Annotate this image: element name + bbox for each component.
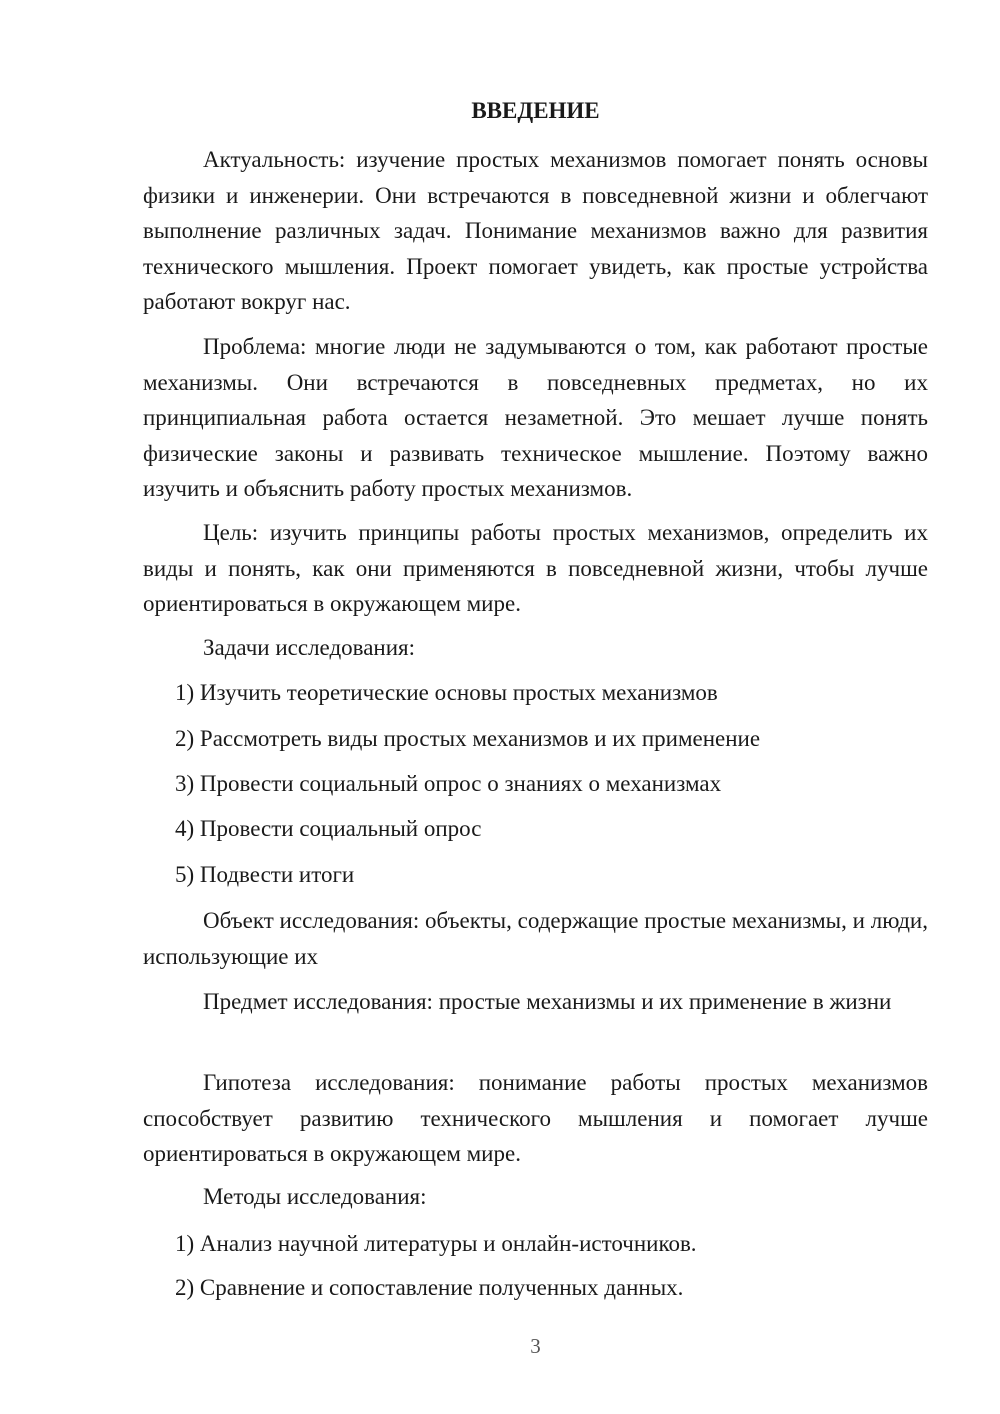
goal-paragraph: Цель: изучить принципы работы простых механизмов, определить их виды и понять, как они применяются в повседневной жизни, чтобы лучше ориентироваться в окружающем мире. [143,520,928,616]
page-number: 3 [530,1334,541,1358]
document-page [143,0,928,1414]
subject-paragraph: Предмет исследования: простые механизмы и их применение в жизни [203,989,892,1014]
hypothesis-paragraph: Гипотеза исследования: понимание работы простых механизмов способствует развитию технического мышления и помогает лучше ориентироваться в окружающем мире. [143,1070,928,1166]
problem-paragraph: Проблема: многие люди не задумываются о том, как работают простые механизмы. Они встречаются в повседневных предметах, но их принципиальная работа остается незаметной. Это мешает лучше понять физические законы и развивать техническое мышление. Поэтому важно изучить и объяснить работу простых механизмов. [143,334,928,501]
task-item-2: 2) Рассмотреть виды простых механизмов и их применение [175,726,761,751]
page-title: ВВЕДЕНИЕ [471,98,600,123]
task-item-5: 5) Подвести итоги [175,862,355,887]
object-paragraph: Объект исследования: объекты, содержащие простые механизмы, и люди, использующие их [143,908,928,969]
relevance-paragraph: Актуальность: изучение простых механизмов помогает понять основы физики и инженерии. Они встречаются в повседневной жизни и облегчают выполнение различных задач. Понимание механизмов важно для развития технического мышления. Проект помогает увидеть, как простые устройства работают вокруг нас. [143,147,928,314]
task-item-4: 4) Провести социальный опрос [175,816,482,841]
methods-heading: Методы исследования: [203,1184,427,1209]
task-item-3: 3) Провести социальный опрос о знаниях о механизмах [175,771,722,796]
method-item-2: 2) Сравнение и сопоставление полученных данных. [175,1275,684,1300]
tasks-heading: Задачи исследования: [203,635,416,660]
method-item-1: 1) Анализ научной литературы и онлайн-источников. [175,1231,697,1256]
task-item-1: 1) Изучить теоретические основы простых механизмов [175,680,718,705]
